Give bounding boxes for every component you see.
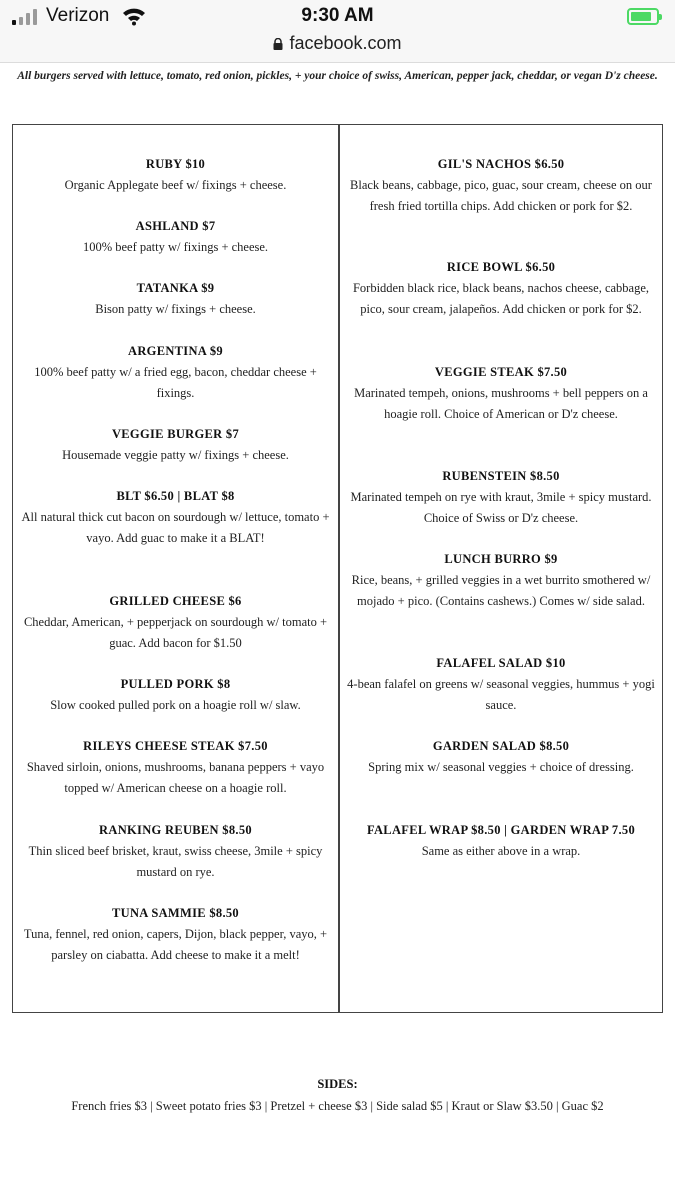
status-bar	[0, 0, 675, 63]
menu-item-title: RANKING REUBEN $8.50	[99, 823, 252, 837]
menu-item-description: All natural thick cut bacon on sourdough w/ lettuce, tomato + vayo. Add guac to make it a BLAT!	[21, 510, 330, 545]
menu-item-description: Slow cooked pulled pork on a hoagie roll w/ slaw.	[50, 698, 301, 712]
menu-item-title: RUBENSTEIN $8.50	[442, 469, 560, 483]
menu-item-title: TATANKA $9	[136, 281, 215, 295]
status-time: 9:30 AM	[301, 5, 374, 26]
menu-item	[340, 820, 662, 862]
battery-icon	[627, 8, 659, 25]
menu-item-description: Organic Applegate beef w/ fixings + cheese.	[64, 178, 287, 192]
menu-item-description: Rice, beans, + grilled veggies in a wet burrito smothered w/ mojado + pico. (Contains cashews.) Comes w/ side salad.	[351, 573, 651, 608]
menu-item-description: Tuna, fennel, red onion, capers, Dijon, black pepper, vayo, + parsley on ciabatta. Add cheese to make it a melt!	[23, 927, 328, 962]
lock-icon	[273, 38, 283, 50]
menu-item-description: 100% beef patty w/ fixings + cheese.	[82, 240, 269, 254]
menu-item-description: Thin sliced beef brisket, kraut, swiss cheese, 3mile + spicy mustard on rye.	[28, 844, 323, 879]
menu-item	[13, 674, 338, 716]
menu-item-title: FALAFEL WRAP $8.50 | GARDEN WRAP 7.50	[366, 823, 636, 837]
menu-item-description: Marinated tempeh, onions, mushrooms + bell peppers on a hoagie roll. Choice of American or D'z cheese.	[354, 386, 648, 421]
menu-item-description: Bison patty w/ fixings + cheese.	[95, 302, 256, 316]
menu-item-title: ARGENTINA $9	[128, 344, 223, 358]
menu-item-title: VEGGIE STEAK $7.50	[434, 365, 568, 379]
menu-item	[340, 549, 662, 612]
menu-item-title: GARDEN SALAD $8.50	[432, 739, 570, 753]
menu-item	[13, 903, 338, 966]
menu-item	[340, 466, 662, 529]
menu-item-title: GIL'S NACHOS $6.50	[437, 157, 565, 171]
menu-item-title: TUNA SAMMIE $8.50	[112, 906, 239, 920]
menu-item-description: 4-bean falafel on greens w/ seasonal veggies, hummus + yogi sauce.	[347, 677, 655, 712]
menu-item-description: Cheddar, American, + pepperjack on sourdough w/ tomato + guac. Add bacon for $1.50	[23, 615, 328, 650]
menu-item	[340, 154, 662, 217]
menu-item-description: Marinated tempeh on rye with kraut, 3mile + spicy mustard. Choice of Swiss or D'z cheese.	[350, 490, 652, 525]
menu-item	[13, 216, 338, 258]
menu-item	[340, 736, 662, 778]
menu-item-description: Spring mix w/ seasonal veggies + choice of dressing.	[368, 760, 634, 774]
menu-item-description: Black beans, cabbage, pico, guac, sour cream, cheese on our fresh fried tortilla chips. Add chicken or pork for $2.	[350, 178, 652, 213]
menu-item	[13, 486, 338, 549]
burger-intro-text: All burgers served with lettuce, tomato, red onion, pickles, + your choice of swiss, American, pepper jack, cheddar, or vegan D'z cheese.	[17, 70, 658, 82]
menu-item	[340, 257, 662, 320]
sides-list: French fries $3 | Sweet potato fries $3 | Pretzel + cheese $3 | Side salad $5 | Kraut or Slaw $3.50 | Guac $2	[71, 1099, 604, 1113]
menu-item	[13, 278, 338, 320]
menu-item-title: LUNCH BURRO $9	[444, 552, 558, 566]
menu-item-title: BLT $6.50 | BLAT $8	[116, 489, 235, 503]
menu-item	[340, 362, 662, 425]
sides-heading: SIDES:	[317, 1077, 358, 1091]
menu-item-title: GRILLED CHEESE $6	[109, 594, 242, 608]
menu-item-description: Forbidden black rice, black beans, nachos cheese, cabbage, pico, sour cream, jalapeños. Add chicken or pork for $2.	[352, 281, 650, 316]
menu-item-description: Same as either above in a wrap.	[421, 844, 581, 858]
menu-box	[12, 124, 663, 1013]
menu-item-title: PULLED PORK $8	[120, 677, 231, 691]
menu-item-title: FALAFEL SALAD $10	[436, 656, 566, 670]
menu-item-title: RUBY $10	[145, 157, 206, 171]
menu-item-title: RICE BOWL $6.50	[446, 260, 556, 274]
carrier-name: Verizon	[46, 5, 110, 26]
url-text: facebook.com	[289, 33, 402, 53]
menu-item	[13, 820, 338, 883]
menu-item	[13, 154, 338, 196]
menu-item	[13, 424, 338, 466]
menu-item	[340, 653, 662, 716]
menu-item-title: RILEYS CHEESE STEAK $7.50	[83, 739, 268, 753]
menu-item	[13, 736, 338, 799]
menu-item-description: Shaved sirloin, onions, mushrooms, banana peppers + vayo topped w/ American cheese on a hoagie roll.	[26, 760, 325, 795]
menu-item	[13, 341, 338, 404]
menu-item-description: Housemade veggie patty w/ fixings + cheese.	[62, 448, 289, 462]
menu-item-description: 100% beef patty w/ a fried egg, bacon, cheddar cheese + fixings.	[34, 365, 317, 400]
menu-item-title: ASHLAND $7	[135, 219, 216, 233]
address-bar[interactable]	[0, 33, 675, 54]
menu-item-title: VEGGIE BURGER $7	[111, 427, 240, 441]
menu-item	[13, 591, 338, 654]
